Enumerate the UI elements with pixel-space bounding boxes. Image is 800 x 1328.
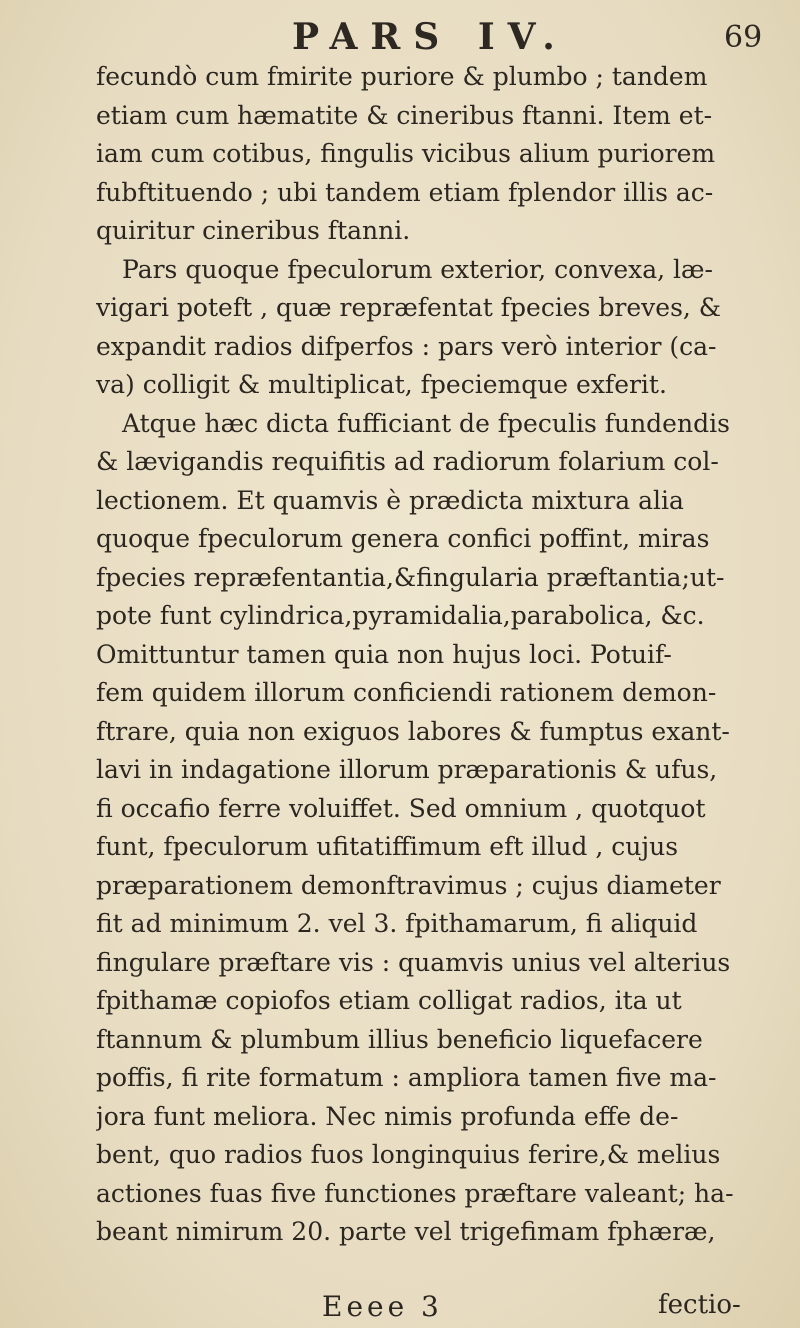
text-line: fingulare præftare vis : quamvis unius vel alterius [96, 947, 731, 977]
text-line: fem quidem illorum conficiendi rationem demon- [96, 678, 717, 707]
page-footer [0, 1290, 800, 1326]
text-line: lectionem. Et quamvis è prædicta mixtura alia [96, 485, 684, 515]
text-line: pote funt cylindrica,pyramidalia,parabolica, &c. [96, 601, 705, 630]
text-line: bent, quo radios fuos longinquius ferire,& melius [96, 1140, 721, 1169]
text-line: lavi in indagatione illorum præparationis & ufus, [96, 755, 718, 784]
body-text [96, 58, 786, 1252]
text-line: va) colligit & multiplicat, fpeciemque exferit. [96, 370, 667, 399]
text-line: iam cum cotibus, fingulis vicibus alium puriorem [96, 139, 716, 168]
text-line: quoque fpeculorum genera confici poffint, miras [96, 524, 710, 553]
text-line: Pars quoque fpeculorum exterior, convexa, læ- [122, 254, 713, 284]
text-line: fpecies repræfentantia,&fingularia præftantia;ut- [96, 562, 725, 592]
text-line: beant nimirum 20. parte vel trigefimam fphæræ, [96, 1217, 716, 1246]
text-line: fi occafio ferre voluiffet. Sed omnium , quotquot [96, 793, 706, 823]
text-line: fit ad minimum 2. vel 3. fpithamarum, fi aliquid [96, 909, 698, 938]
text-line: & lævigandis requifitis ad radiorum folarium col- [96, 447, 719, 476]
text-line: fecundò cum fmirite puriore & plumbo ; tandem [96, 62, 708, 91]
text-line: fubftituendo ; ubi tandem etiam fplendor illis ac- [96, 177, 714, 207]
text-line: poffis, fi rite formatum : ampliora tamen five ma- [96, 1063, 717, 1092]
page-header [0, 14, 800, 64]
signature-mark: Eeee 3 [322, 1290, 443, 1323]
text-line: vigari poteft , quæ repræfentat fpecies breves, & [96, 293, 722, 322]
text-line: fpithamæ copiofos etiam colligat radios, ita ut [96, 986, 682, 1015]
text-line: ftannum & plumbum illius beneficio liquefacere [96, 1024, 703, 1054]
catchword: fectio- [658, 1290, 741, 1320]
text-line: etiam cum hæmatite & cineribus ftanni. Item et- [96, 100, 713, 130]
text-line: actiones fuas five functiones præftare valeant; ha- [96, 1178, 734, 1208]
page-number: 69 [724, 20, 763, 55]
text-line: præparationem demonftravimus ; cujus diameter [96, 870, 721, 900]
text-line: funt, fpeculorum ufitatiffimum eft illud , cujus [96, 832, 679, 861]
text-line: expandit radios difperfos : pars verò interior (ca- [96, 331, 717, 361]
text-line: Atque hæc dicta fufficiant de fpeculis fundendis [122, 408, 730, 438]
text-line: ftrare, quia non exiguos labores & fumptus exant- [96, 716, 730, 746]
running-head: PARS IV. [292, 16, 568, 58]
text-line: jora funt meliora. Nec nimis profunda effe de- [96, 1101, 679, 1131]
text-line: Omittuntur tamen quia non hujus loci. Potuif- [96, 639, 672, 669]
text-line: quiritur cineribus ftanni. [96, 216, 411, 245]
